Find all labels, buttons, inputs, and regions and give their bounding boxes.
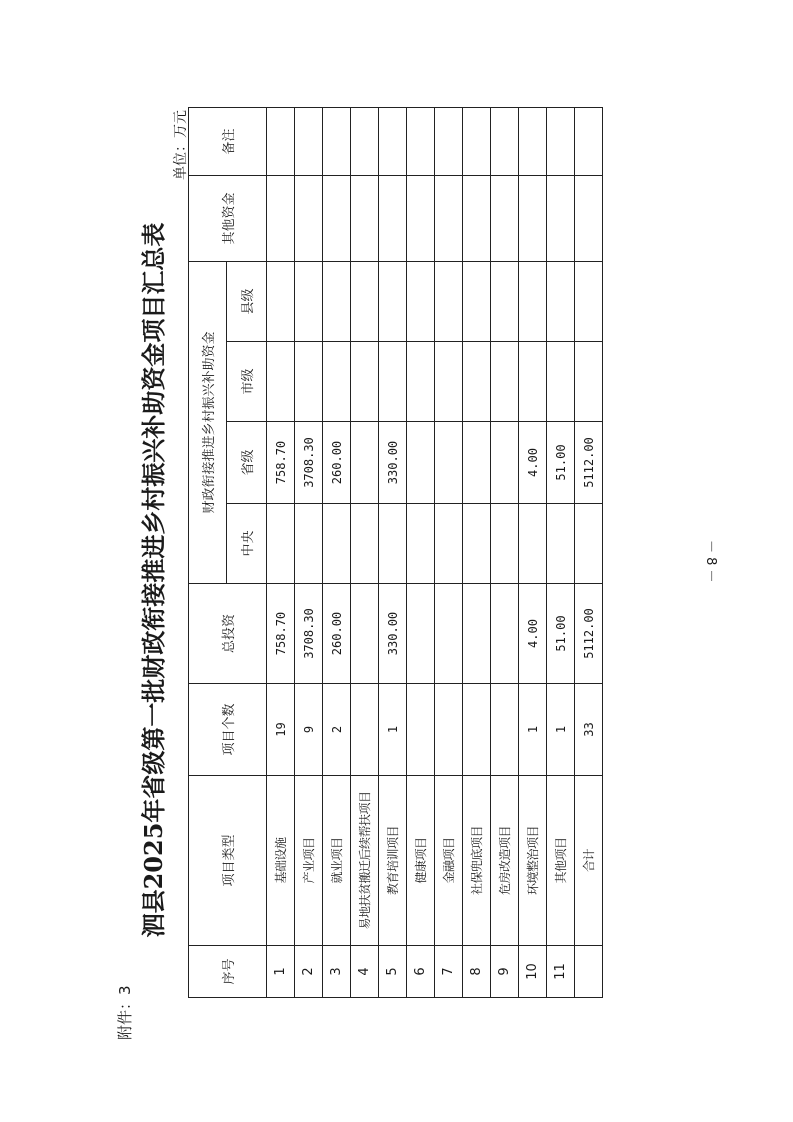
page-number: － 8 － [703, 540, 718, 583]
cell-type: 危房改造项目 [491, 776, 519, 946]
cell-remark [351, 107, 379, 175]
cell-total: 4.00 [519, 584, 547, 684]
cell-seq: 9 [491, 946, 519, 998]
cell-seq: 1 [267, 946, 295, 998]
cell-total: 260.00 [323, 584, 351, 684]
cell-seq: 5 [379, 946, 407, 998]
cell-type: 基础设施 [267, 776, 295, 946]
cell-count [463, 684, 491, 776]
header-count: 项目个数 [189, 684, 267, 776]
cell-county [491, 261, 519, 341]
attachment-label: 附件：3 [116, 985, 134, 1040]
cell-central [379, 504, 407, 584]
cell-seq: 7 [435, 946, 463, 998]
header-county: 县级 [227, 261, 267, 341]
cell-city [519, 342, 547, 422]
cell-other [323, 175, 351, 261]
cell-total [463, 584, 491, 684]
cell-count [491, 684, 519, 776]
cell-county [547, 261, 575, 341]
cell-county [407, 261, 435, 341]
cell-county [435, 261, 463, 341]
cell-seq: 4 [351, 946, 379, 998]
cell-count: 1 [379, 684, 407, 776]
cell-provincial: 758.70 [267, 422, 295, 504]
cell-remark [463, 107, 491, 175]
cell-city [547, 342, 575, 422]
header-fund-group: 财政衔接推进乡村振兴补助资金 [189, 261, 227, 583]
cell-central [407, 504, 435, 584]
cell-provincial: 51.00 [547, 422, 575, 504]
cell-county [575, 261, 603, 341]
header-other: 其他资金 [189, 175, 267, 261]
cell-type: 其他项目 [547, 776, 575, 946]
cell-type: 合计 [575, 776, 603, 946]
cell-central [547, 504, 575, 584]
cell-provincial: 5112.00 [575, 422, 603, 504]
cell-provincial [407, 422, 435, 504]
cell-other [491, 175, 519, 261]
cell-type: 教育培训项目 [379, 776, 407, 946]
header-remark: 备注 [189, 107, 267, 175]
cell-remark [491, 107, 519, 175]
cell-county [267, 261, 295, 341]
cell-remark [435, 107, 463, 175]
cell-seq: 11 [547, 946, 575, 998]
cell-other [463, 175, 491, 261]
cell-remark [407, 107, 435, 175]
cell-central [519, 504, 547, 584]
cell-central [295, 504, 323, 584]
cell-city [351, 342, 379, 422]
cell-other [519, 175, 547, 261]
cell-count [351, 684, 379, 776]
cell-total [351, 584, 379, 684]
cell-total [491, 584, 519, 684]
cell-seq: 8 [463, 946, 491, 998]
cell-seq: 2 [295, 946, 323, 998]
cell-city [491, 342, 519, 422]
table-row [519, 107, 547, 997]
table-row [407, 107, 435, 997]
cell-county [323, 261, 351, 341]
header-type: 项目类型 [189, 776, 267, 946]
cell-count: 2 [323, 684, 351, 776]
cell-remark [323, 107, 351, 175]
cell-type: 金融项目 [435, 776, 463, 946]
cell-other [547, 175, 575, 261]
document-title: 泗县2025年省级第一批财政衔接推进乡村振兴补助资金项目汇总表 [139, 222, 168, 938]
cell-central [323, 504, 351, 584]
cell-count: 19 [267, 684, 295, 776]
cell-remark [267, 107, 295, 175]
cell-other [295, 175, 323, 261]
table-row [295, 107, 323, 997]
cell-other [351, 175, 379, 261]
cell-central [575, 504, 603, 584]
cell-provincial: 4.00 [519, 422, 547, 504]
cell-seq: 10 [519, 946, 547, 998]
cell-count: 1 [547, 684, 575, 776]
table-row [491, 107, 519, 997]
cell-central [463, 504, 491, 584]
rotated-sheet [90, 100, 740, 1060]
cell-seq [575, 946, 603, 998]
cell-type: 易地扶贫搬迁后续帮扶项目 [351, 776, 379, 946]
cell-city [295, 342, 323, 422]
cell-city [323, 342, 351, 422]
unit-label: 单位：万元 [173, 110, 189, 180]
cell-total: 758.70 [267, 584, 295, 684]
header-seq: 序号 [189, 946, 267, 998]
cell-central [351, 504, 379, 584]
header-provincial: 省级 [227, 422, 267, 504]
cell-other [379, 175, 407, 261]
header-city: 市级 [227, 342, 267, 422]
cell-provincial [351, 422, 379, 504]
header-central: 中央 [227, 504, 267, 584]
cell-county [519, 261, 547, 341]
cell-other [435, 175, 463, 261]
table-row [351, 107, 379, 997]
cell-type: 就业项目 [323, 776, 351, 946]
table-row [323, 107, 351, 997]
table-row [547, 107, 575, 997]
cell-provincial: 3708.30 [295, 422, 323, 504]
cell-type: 产业项目 [295, 776, 323, 946]
cell-remark [519, 107, 547, 175]
table-row [267, 107, 295, 997]
cell-type: 社保兜底项目 [463, 776, 491, 946]
cell-remark [379, 107, 407, 175]
header-total: 总投资 [189, 584, 267, 684]
cell-city [407, 342, 435, 422]
table-row [379, 107, 407, 997]
cell-count: 9 [295, 684, 323, 776]
cell-total: 3708.30 [295, 584, 323, 684]
cell-count: 33 [575, 684, 603, 776]
cell-type: 环境整治项目 [519, 776, 547, 946]
cell-remark [547, 107, 575, 175]
table-row [435, 107, 463, 997]
cell-city [435, 342, 463, 422]
cell-city [463, 342, 491, 422]
cell-county [295, 261, 323, 341]
cell-central [491, 504, 519, 584]
cell-count: 1 [519, 684, 547, 776]
cell-count [407, 684, 435, 776]
cell-county [463, 261, 491, 341]
cell-city [379, 342, 407, 422]
cell-central [435, 504, 463, 584]
cell-total [435, 584, 463, 684]
cell-seq: 3 [323, 946, 351, 998]
cell-total [407, 584, 435, 684]
cell-remark [295, 107, 323, 175]
cell-type: 健康项目 [407, 776, 435, 946]
cell-provincial [491, 422, 519, 504]
cell-county [379, 261, 407, 341]
cell-total: 330.00 [379, 584, 407, 684]
cell-provincial: 330.00 [379, 422, 407, 504]
cell-remark [575, 107, 603, 175]
cell-provincial: 260.00 [323, 422, 351, 504]
cell-central [267, 504, 295, 584]
cell-other [407, 175, 435, 261]
cell-provincial [435, 422, 463, 504]
cell-total: 5112.00 [575, 584, 603, 684]
cell-total: 51.00 [547, 584, 575, 684]
cell-other [575, 175, 603, 261]
cell-provincial [463, 422, 491, 504]
cell-city [267, 342, 295, 422]
cell-city [575, 342, 603, 422]
cell-other [267, 175, 295, 261]
cell-county [351, 261, 379, 341]
summary-table [188, 107, 603, 998]
table-row [463, 107, 491, 997]
cell-seq: 6 [407, 946, 435, 998]
cell-count [435, 684, 463, 776]
total-row [575, 107, 603, 997]
